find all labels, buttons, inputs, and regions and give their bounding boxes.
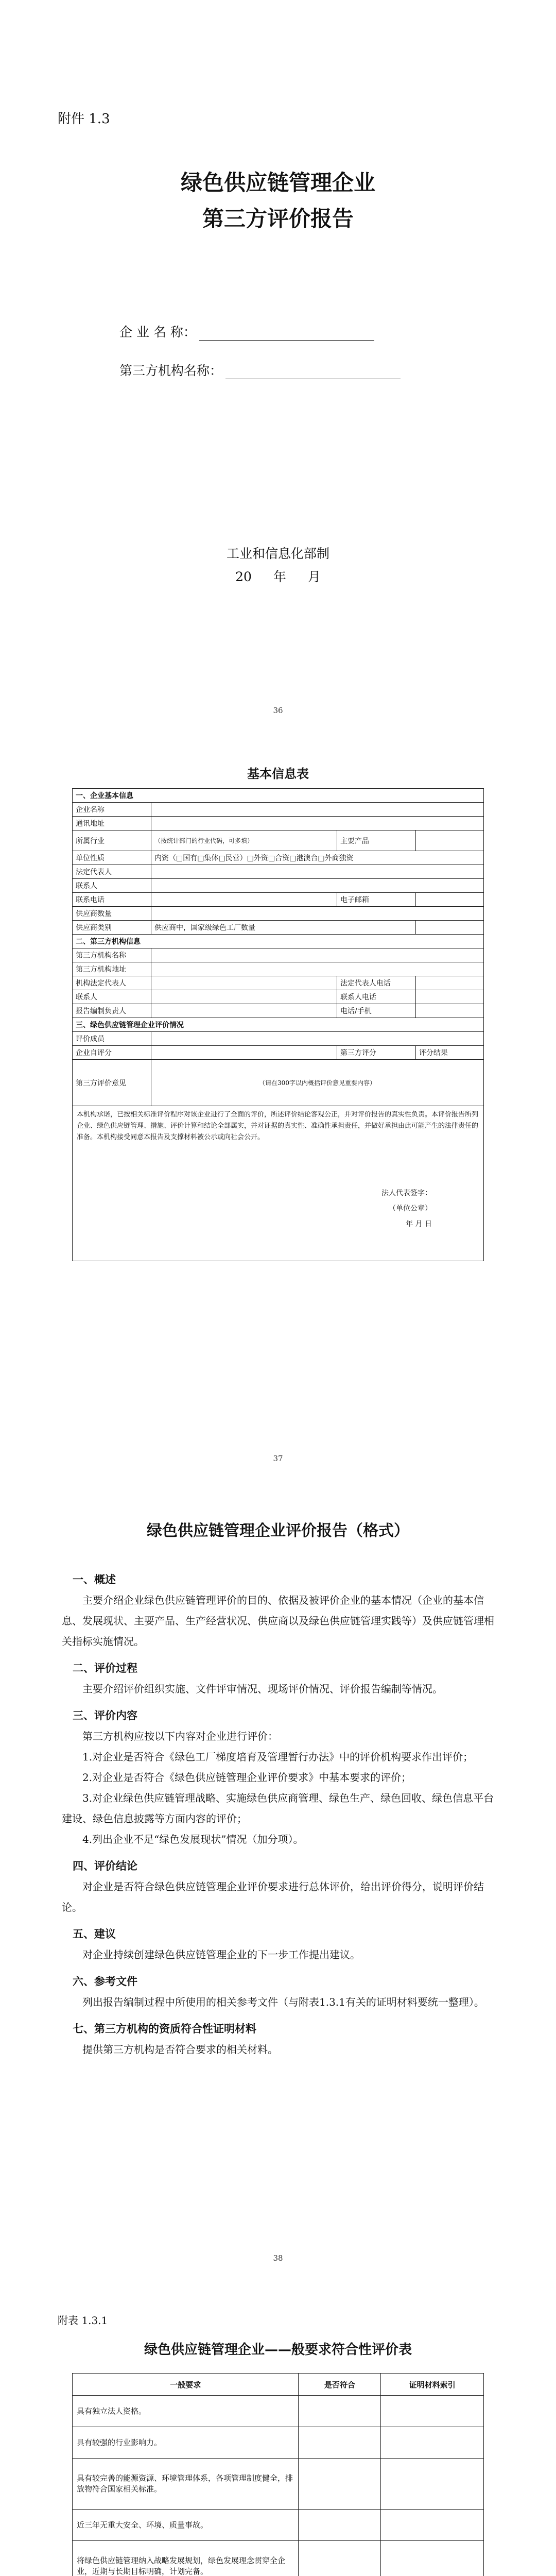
col-header: 是否符合 <box>299 2374 381 2396</box>
agency-name-field <box>119 361 401 379</box>
requirement-cell: 具有独立法人资格。 <box>73 2396 299 2427</box>
row-label: 法定代表人电话 <box>337 976 415 990</box>
report-paragraph: 2.对企业是否符合《绿色供应链管理企业评价要求》中基本要求的评价； <box>82 1771 412 1784</box>
report-section-heading: 二、评价过程 <box>73 1662 137 1674</box>
col-header: 一般要求 <box>73 2374 299 2396</box>
report-title: 绿色供应链管理企业评价报告（格式） <box>147 1522 409 1540</box>
agency-name-label: 第三方机构名称： <box>119 363 223 378</box>
report-paragraph: 列出报告编制过程中所使用的相关参考文件（与附表1.3.1有关的证明材料要统一整理）。 <box>82 1996 484 2008</box>
info-page <box>0 748 556 1469</box>
row-label: 联系人电话 <box>337 990 415 1004</box>
report-section-heading: 四、评价结论 <box>73 1859 137 1872</box>
table-row <box>73 2396 484 2427</box>
report-paragraph: 主要介绍企业绿色供应链管理评价的目的、依据及被评价企业的基本情况（企业的基本信息、发展现状、主要产品、生产经营状况、供应商以及绿色供应链管理实践等）及供应链管理相关指标实施情况。 <box>62 1594 494 1648</box>
row-label: 单位性质 <box>73 851 151 865</box>
cover-title-line1: 绿色供应链管理企业 <box>180 170 375 195</box>
evidence-cell[interactable] <box>381 2510 484 2541</box>
evidence-cell[interactable] <box>381 2396 484 2427</box>
report-section-heading: 三、评价内容 <box>73 1709 137 1722</box>
report-paragraph: 3.对企业绿色供应链管理战略、实施绿色供应商管理、绿色生产、绿色回收、绿色信息平台建设、绿色信息披露等方面内容的评价； <box>62 1792 494 1825</box>
row-label: 企业自评分 <box>73 1046 151 1060</box>
section-evaluation: 三、绿色供应链管理企业评价情况 <box>73 1018 484 1032</box>
row-label: 评价成员 <box>73 1032 151 1046</box>
sign-date: 年 月 日 <box>406 1220 432 1228</box>
row-label: 法定代表人 <box>73 865 151 879</box>
compliance-cell[interactable] <box>299 2459 381 2510</box>
annex-label: 附表 1.3.1 <box>58 2314 108 2327</box>
row-label: 供应商中，国家级绿色工厂数量 <box>151 921 416 935</box>
requirement-cell: 具有较完善的能源资源、环境管理体系，各项管理制度健全，排放物符合国家相关标准。 <box>73 2459 299 2510</box>
page-gap <box>0 721 556 748</box>
page-gap <box>0 1469 556 1496</box>
row-label: 所属行业 <box>73 831 151 851</box>
col-header: 证明材料索引 <box>381 2374 484 2396</box>
row-label: 第三方评价意见 <box>73 1060 151 1106</box>
cover-date: 20 年 月 <box>235 569 321 584</box>
declaration-text: 本机构承诺，已按相关标准评价程序对该企业进行了全面的评价，所述评价结论客观公正，并对评价报告的真实性负责。本评价报告所列企业、绿色供应链管理、措施、评价计算和结论全部属实，并对证据的真实性、准确性承担责任，并做好承担由此可能产生的法律责任的准备。本机构接受同意本报告及支撑材料被公示或向社会公开。 <box>77 1111 479 1141</box>
signature-label: 法人代表签字： <box>381 1189 432 1197</box>
row-value: 内资（□国有□集体□民营）□外资□合资□港澳台□外商独资 <box>151 851 484 865</box>
page-number: 36 <box>273 706 283 715</box>
table-row <box>73 2427 484 2459</box>
row-label: 联系人 <box>73 879 151 893</box>
info-table <box>72 788 484 1261</box>
row-label: 供应商数量 <box>73 907 151 921</box>
report-paragraph: 对企业是否符合绿色供应链管理企业评价要求进行总体评价，给出评价得分，说明评价结论。 <box>62 1880 484 1913</box>
table-row <box>73 2459 484 2510</box>
row-label: 联系人 <box>73 990 151 1004</box>
compliance-cell[interactable] <box>299 2427 381 2459</box>
report-paragraph: 提供第三方机构是否符合要求的相关材料。 <box>82 2043 278 2056</box>
compliance-page <box>0 2296 556 2576</box>
requirement-cell: 将绿色供应链管理纳入战略发展规划，绿色发展理念贯穿全企业，近期与长期目标明确，计划完备。 <box>73 2541 299 2576</box>
row-label: 报告编制负责人 <box>73 1004 151 1018</box>
report-paragraph: 第三方机构应按以下内容对企业进行评价： <box>82 1730 278 1742</box>
row-label: 主要产品 <box>337 831 415 851</box>
table-row <box>73 2541 484 2576</box>
compliance-cell[interactable] <box>299 2541 381 2576</box>
cover-title-line2: 第三方评价报告 <box>202 206 354 231</box>
report-paragraph: 4.列出企业不足“绿色发展现状”情况（加分项）。 <box>82 1833 304 1845</box>
compliance-table <box>72 2373 484 2576</box>
report-section-heading: 七、第三方机构的资质符合性证明材料 <box>73 2022 256 2035</box>
row-label: 第三方评分 <box>337 1046 415 1060</box>
row-label: 联系电话 <box>73 893 151 907</box>
evidence-cell[interactable] <box>381 2427 484 2459</box>
page-gap <box>0 2269 556 2296</box>
row-label: 通讯地址 <box>73 817 151 831</box>
row-label: 电话/手机 <box>337 1004 415 1018</box>
row-label: 第三方机构地址 <box>73 962 151 976</box>
row-label: 企业名称 <box>73 803 151 817</box>
ministry-label: 工业和信息化部制 <box>226 546 329 561</box>
row-label: 评分结果 <box>415 1046 483 1060</box>
evidence-cell[interactable] <box>381 2541 484 2576</box>
page-number: 38 <box>273 2253 283 2263</box>
report-section-heading: 一、概述 <box>73 1573 116 1586</box>
agency-name-line <box>225 366 401 379</box>
table-row <box>73 2510 484 2541</box>
row-hint: （按统计部门的行业代码，可多填） <box>151 831 337 851</box>
report-paragraph: 1.对企业是否符合《绿色工厂梯度培育及管理暂行办法》中的评价机构要求作出评价； <box>82 1751 474 1763</box>
annex-label: 附件 1.3 <box>58 111 110 127</box>
row-label: 电子邮箱 <box>337 893 415 907</box>
row-label: 供应商类别 <box>73 921 151 935</box>
report-body <box>62 1563 494 2060</box>
info-heading: 基本信息表 <box>247 766 309 781</box>
requirement-cell: 具有较强的行业影响力。 <box>73 2427 299 2459</box>
cover-page <box>0 0 556 721</box>
section-company: 一、企业基本信息 <box>73 789 484 803</box>
row-label: 机构法定代表人 <box>73 976 151 990</box>
evidence-cell[interactable] <box>381 2459 484 2510</box>
compliance-title: 绿色供应链管理企业——般要求符合性评价表 <box>144 2342 412 2358</box>
compliance-cell[interactable] <box>299 2510 381 2541</box>
report-section-heading: 五、建议 <box>73 1927 116 1940</box>
section-agency: 二、第三方机构信息 <box>73 935 484 948</box>
requirement-cell: 近三年无重大安全、环境、质量事故。 <box>73 2510 299 2541</box>
company-name-line <box>199 328 374 341</box>
row-label: 第三方机构名称 <box>73 948 151 962</box>
report-section-heading: 六、参考文件 <box>73 1975 137 1988</box>
page-number: 37 <box>273 1454 283 1463</box>
compliance-cell[interactable] <box>299 2396 381 2427</box>
report-format-page <box>0 1496 556 2269</box>
company-name-label: 企 业 名 称： <box>119 325 196 340</box>
company-name-field <box>119 322 374 341</box>
seal-label: （单位公章） <box>389 1205 432 1213</box>
row-hint: （请在300字以内概括评价意见重要内容） <box>151 1060 484 1106</box>
report-paragraph: 对企业持续创建绿色供应链管理企业的下一步工作提出建议。 <box>82 1948 360 1961</box>
report-paragraph: 主要介绍评价组织实施、文件评审情况、现场评价情况、评价报告编制等情况。 <box>82 1683 443 1695</box>
